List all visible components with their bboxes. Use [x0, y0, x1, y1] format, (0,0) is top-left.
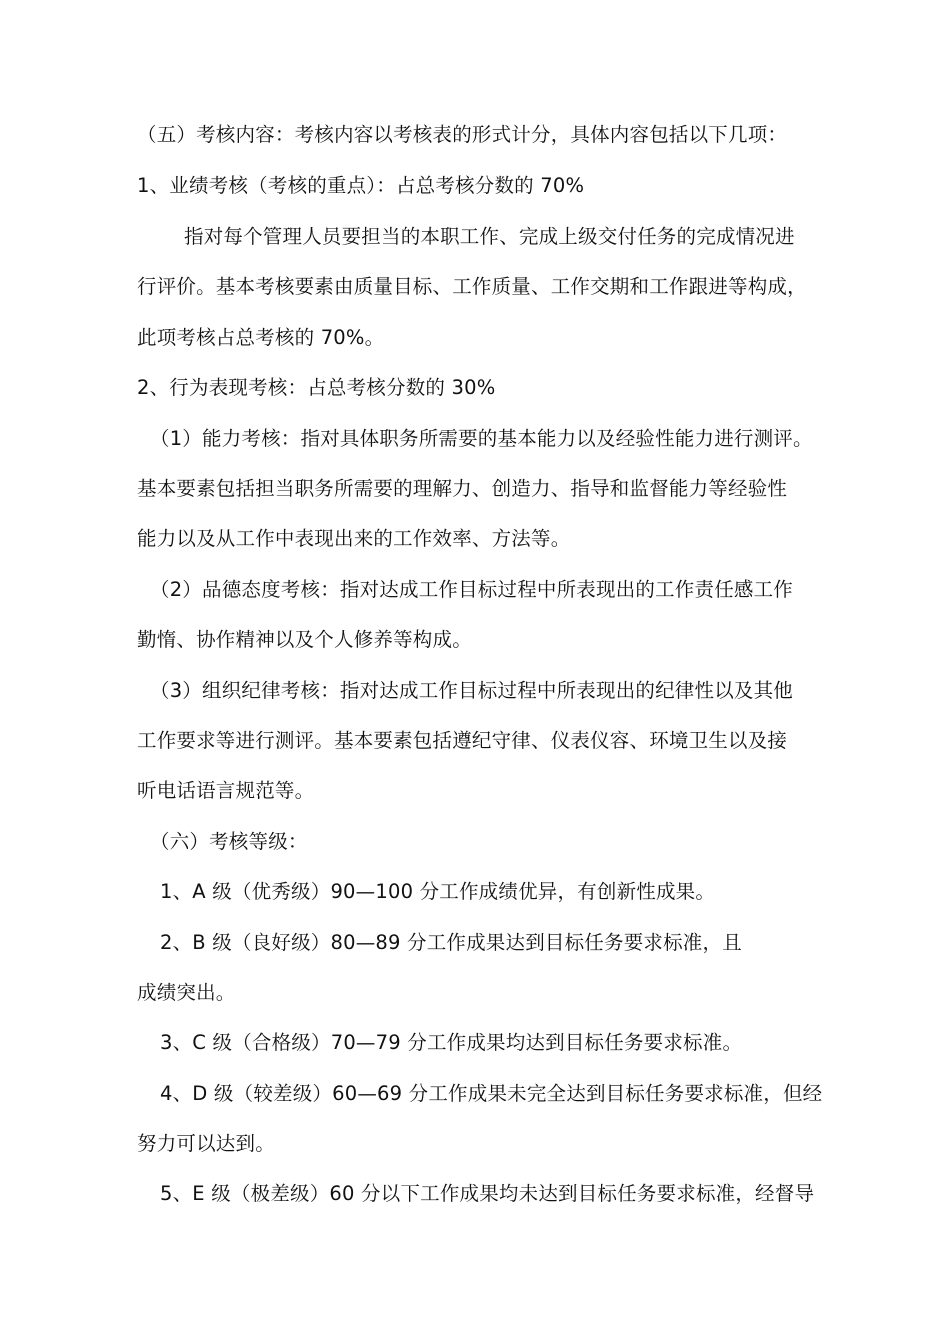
grade-b-line-1: 2、B 级（良好级）80—89 分工作成果达到目标任务要求标准，且: [160, 931, 742, 954]
ability-paragraph-line-1: （1）能力考核：指对具体职务所需要的基本能力以及经验性能力进行测评。: [150, 427, 813, 450]
section-5-heading: （五）考核内容：考核内容以考核表的形式计分，具体内容包括以下几项：: [137, 123, 788, 146]
section-6-heading: （六）考核等级：: [150, 830, 308, 853]
ability-paragraph-line-2: 基本要素包括担当职务所需要的理解力、创造力、指导和监督能力等经验性: [137, 477, 788, 500]
discipline-paragraph-line-3: 听电话语言规范等。: [137, 779, 315, 802]
ability-paragraph-line-3: 能力以及从工作中表现出来的工作效率、方法等。: [137, 527, 571, 550]
grade-b-line-2: 成绩突出。: [137, 981, 236, 1004]
item-2-behavior-heading: 2、行为表现考核：占总考核分数的 30%: [137, 376, 496, 399]
grade-c-line: 3、C 级（合格级）70—79 分工作成果均达到目标任务要求标准。: [160, 1031, 743, 1054]
grade-d-line-1: 4、D 级（较差级）60—69 分工作成果未完全达到目标任务要求标准，但经: [160, 1082, 823, 1105]
attitude-paragraph-line-1: （2）品德态度考核：指对达成工作目标过程中所表现出的工作责任感工作: [150, 578, 794, 601]
item-1-performance-heading: 1、业绩考核（考核的重点）：占总考核分数的 70%: [137, 174, 585, 197]
performance-paragraph-line-2: 行评价。基本考核要素由质量目标、工作质量、工作交期和工作跟进等构成，: [137, 275, 807, 298]
discipline-paragraph-line-2: 工作要求等进行测评。基本要素包括遵纪守律、仪表仪容、环境卫生以及接: [137, 729, 788, 752]
grade-a-line: 1、A 级（优秀级）90—100 分工作成绩优异，有创新性成果。: [160, 880, 716, 903]
performance-paragraph-line-3: 此项考核占总考核的 70%。: [137, 326, 385, 349]
performance-paragraph-line-1: 指对每个管理人员要担当的本职工作、完成上级交付任务的完成情况进: [184, 225, 795, 248]
discipline-paragraph-line-1: （3）组织纪律考核：指对达成工作目标过程中所表现出的纪律性以及其他: [150, 679, 794, 702]
grade-d-line-2: 努力可以达到。: [137, 1132, 275, 1155]
grade-e-line-1: 5、E 级（极差级）60 分以下工作成果均未达到目标任务要求标准，经督导: [160, 1182, 815, 1205]
attitude-paragraph-line-2: 勤惰、协作精神以及个人修养等构成。: [137, 628, 472, 651]
